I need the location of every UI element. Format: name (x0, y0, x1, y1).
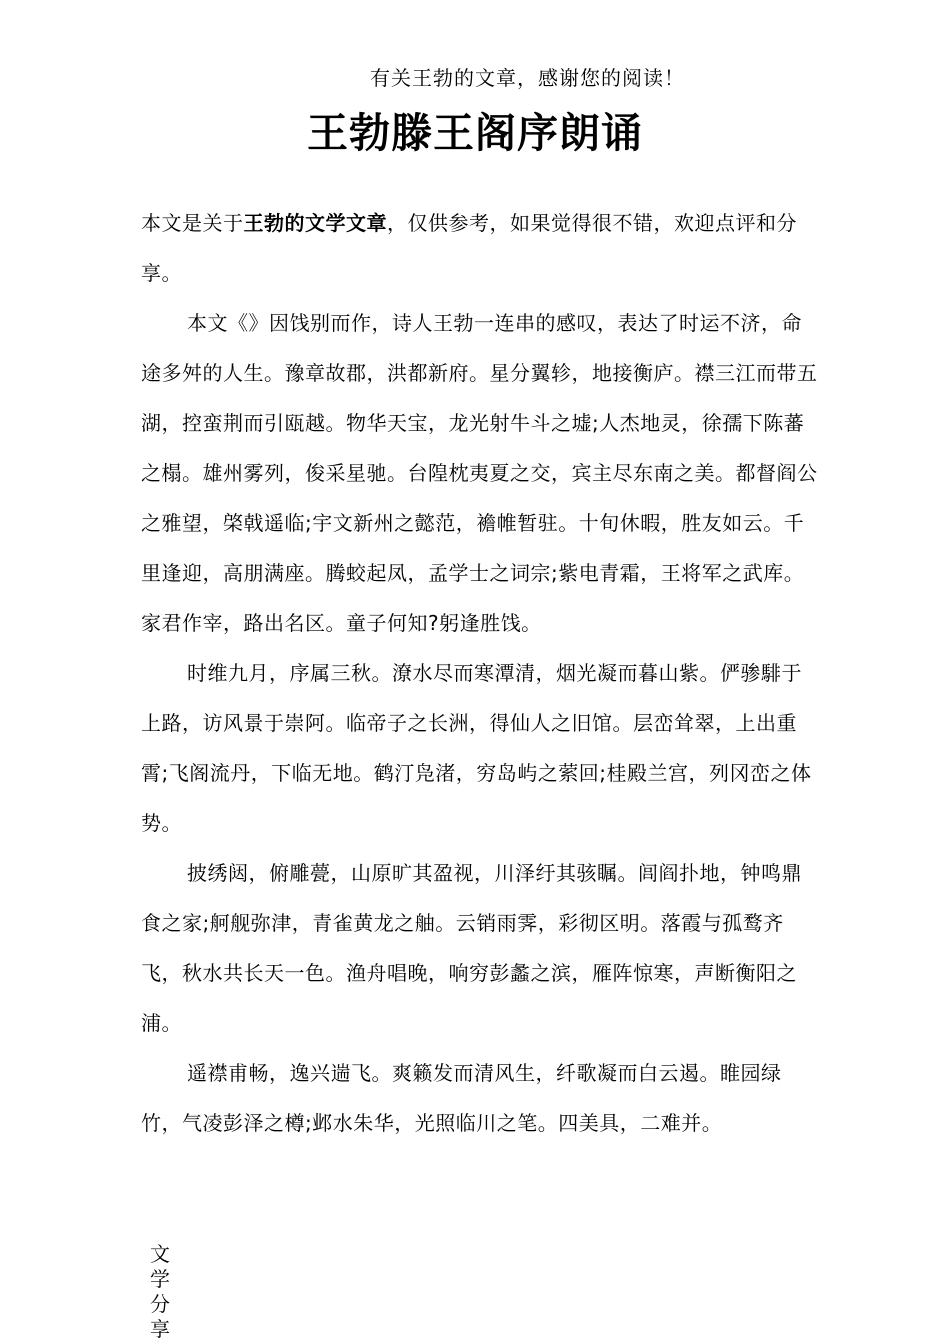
article-paragraph: 本文《》因饯别而作，诗人王勃一连串的感叹，表达了时运不济，命途多舛的人生。豫章故郡，洪都新府。星分翼轸，地接衡庐。襟三江而带五湖，控蛮荆而引瓯越。物华天宝，龙光射牛斗之墟;人杰地灵，徐孺下陈蕃之榻。雄州雾列，俊采星驰。台隍枕夷夏之交，宾主尽东南之美。都督阎公之雅望，棨戟遥临;宇文新州之懿范，襜帷暂驻。十旬休暇，胜友如云。千里逢迎，高朋满座。腾蛟起凤，孟学士之词宗;紫电青霜，王将军之武库。家君作宰，路出名区。童子何知?躬逢胜饯。 (141, 311, 818, 635)
article-paragraph: 披绣闼，俯雕甍，山原旷其盈视，川泽纡其骇瞩。闾阎扑地，钟鸣鼎食之家;舸舰弥津，青雀黄龙之舳。云销雨霁，彩彻区明。落霞与孤鹜齐飞，秋水共长天一色。渔舟唱晚，响穷彭蠡之滨，雁阵惊寒，声断衡阳之浦。 (141, 861, 802, 1035)
article-paragraph: 遥襟甫畅，逸兴遄飞。爽籁发而清风生，纤歌凝而白云遏。睢园绿竹，气凌彭泽之樽;邺水朱华，光照临川之笔。四美具，二难并。 (141, 1061, 782, 1135)
intro-paragraph (141, 198, 821, 298)
article-paragraph: 时维九月，序属三秋。潦水尽而寒潭清，烟光凝而暮山紫。俨骖騑于上路，访风景于崇阿。临帝子之长洲，得仙人之旧馆。层峦耸翠，上出重霄;飞阁流丹，下临无地。鹤汀凫渚，穷岛屿之萦回;桂殿兰宫，列冈峦之体势。 (141, 661, 812, 835)
intro-prefix: 本文是关于 (141, 211, 244, 235)
header-note: 有关王勃的文章，感谢您的阅读！ (370, 66, 685, 90)
footer-vertical-label: 文学分享 (150, 1242, 170, 1341)
article-body (141, 198, 821, 1148)
intro-bold-topic: 王勃的文学文章 (243, 211, 387, 235)
page-title: 王勃滕王阁序朗诵 (307, 109, 643, 157)
intro-suffix: ，仅供参考，如果觉得很不错，欢迎点评和分享。 (141, 211, 797, 285)
